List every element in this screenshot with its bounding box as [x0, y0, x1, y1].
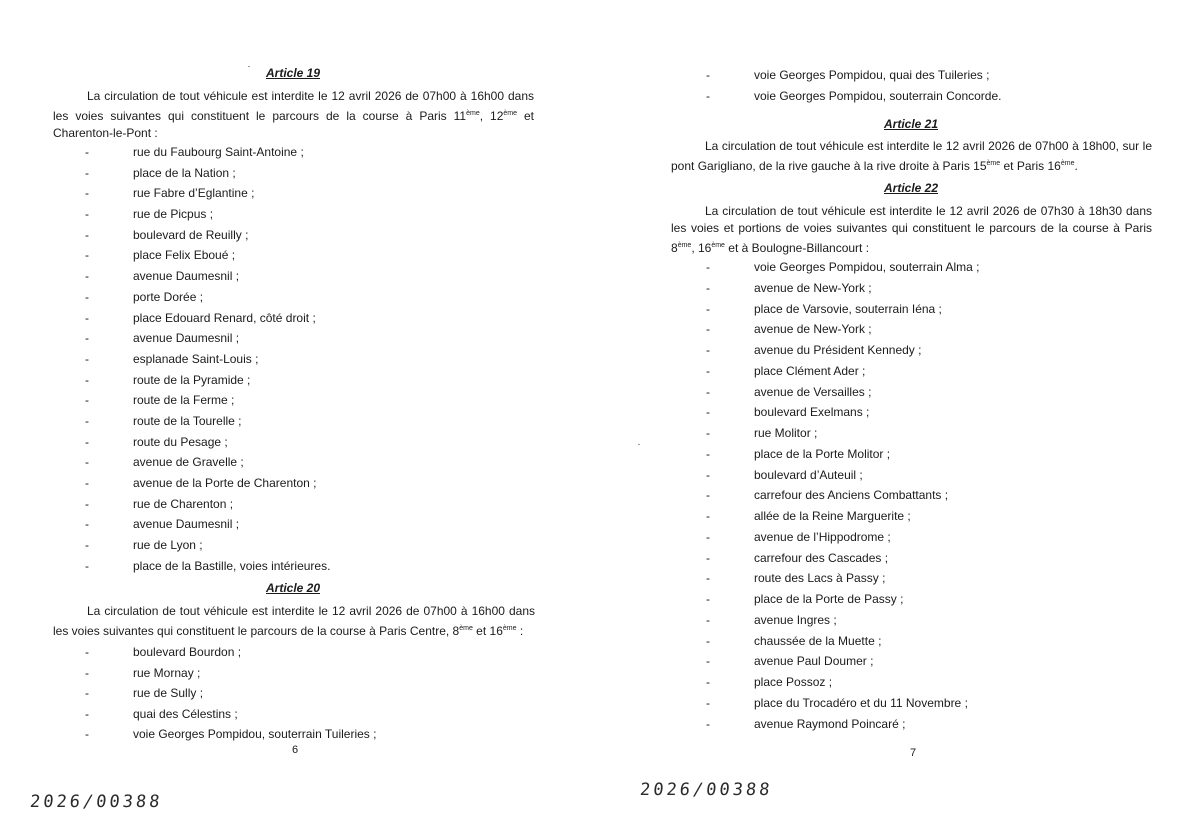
street-name: rue Fabre d’Eglantine ;: [133, 186, 255, 201]
street-name: avenue Paul Doumer ;: [754, 654, 874, 669]
street-name: voie Georges Pompidou, souterrain Alma ;: [754, 260, 980, 274]
list-item: [706, 322, 979, 343]
list-dash: -: [706, 675, 710, 689]
list-item: [85, 435, 330, 456]
street-name: quai des Célestins ;: [133, 706, 238, 721]
list-dash: -: [85, 686, 89, 700]
street-name: avenue Daumesnil ;: [133, 517, 240, 532]
list-item: [85, 414, 330, 435]
list-dash: -: [706, 280, 710, 295]
article-20-heading: Article 20: [265, 581, 321, 595]
list-dash: -: [85, 434, 89, 449]
street-name: avenue de New-York ;: [754, 322, 872, 337]
superscript: ème: [677, 242, 692, 249]
list-dash: -: [85, 186, 89, 201]
street-name: boulevard Bourdon ;: [133, 645, 242, 659]
street-name: rue du Faubourg Saint-Antoine ;: [133, 145, 304, 159]
article-19-text: La circulation de tout véhicule est interdite le 12 avril 2026 de 07h00 à 16h00 dans les voies suivantes qui constituent le parcours de la course à Paris 11: [53, 89, 534, 123]
street-name: place de Varsovie, souterrain Iéna ;: [754, 301, 942, 316]
list-dash: -: [85, 289, 89, 304]
article-22-heading: Article 22: [883, 181, 939, 195]
street-name: boulevard Exelmans ;: [754, 405, 870, 420]
street-name: avenue de l’Hippodrome ;: [754, 529, 891, 544]
list-item: [85, 455, 330, 476]
street-name: place Clément Ader ;: [754, 363, 866, 378]
list-dash: -: [706, 695, 710, 710]
superscript: ème: [986, 160, 1001, 167]
list-dash: -: [85, 331, 89, 346]
continued-street-list: [706, 68, 1001, 109]
street-name: carrefour des Anciens Combattants ;: [754, 488, 949, 503]
page-number: 6: [292, 744, 299, 756]
list-dash: -: [706, 343, 710, 357]
list-dash: -: [706, 68, 710, 82]
list-dash: -: [706, 716, 710, 731]
list-item: [706, 447, 979, 468]
article-19-heading: Article 19: [265, 66, 321, 80]
article-19-text: et Charenton-le-Pont :: [53, 109, 535, 140]
street-name: rue de Lyon ;: [133, 538, 203, 553]
list-dash: -: [85, 517, 89, 532]
list-item: [706, 468, 979, 489]
street-name: avenue du Président Kennedy ;: [754, 343, 922, 357]
street-name: route du Pesage ;: [133, 434, 228, 449]
street-name: voie Georges Pompidou, quai des Tuileries ;: [754, 68, 990, 82]
superscript: ème: [502, 625, 517, 632]
street-name: route de la Tourelle ;: [133, 413, 242, 428]
list-item: [85, 727, 376, 748]
list-item: [706, 509, 979, 530]
list-dash: -: [706, 509, 710, 523]
street-name: avenue Raymond Poincaré ;: [754, 716, 906, 731]
list-dash: -: [706, 426, 710, 440]
list-item: [706, 364, 979, 385]
list-item: [85, 290, 330, 311]
list-dash: -: [85, 727, 89, 741]
article-19-street-list: [85, 145, 330, 579]
list-dash: -: [85, 372, 89, 387]
right-page: [600, 0, 1200, 822]
street-name: avenue de New-York ;: [754, 280, 872, 295]
list-dash: -: [85, 351, 89, 366]
list-item: [706, 343, 979, 364]
street-name: avenue Ingres ;: [754, 612, 837, 627]
list-item: [706, 405, 979, 426]
list-item: [706, 68, 1001, 89]
article-21-text: .: [1074, 159, 1078, 173]
list-dash: -: [706, 488, 710, 503]
list-item: [85, 538, 330, 559]
list-dash: -: [706, 446, 710, 461]
list-item: [706, 634, 979, 655]
list-item: [85, 497, 330, 518]
list-dash: -: [706, 633, 710, 648]
list-item: [706, 89, 1001, 110]
list-dash: -: [85, 207, 89, 222]
street-name: porte Dorée ;: [133, 289, 204, 304]
article-22-paragraph: [671, 203, 1152, 257]
list-dash: -: [85, 538, 89, 553]
list-dash: -: [85, 145, 89, 159]
list-item: [706, 530, 979, 551]
street-name: rue de Picpus ;: [133, 207, 214, 222]
street-name: place du Trocadéro et du 11 Novembre ;: [754, 695, 968, 710]
list-item: [706, 613, 979, 634]
list-item: [706, 675, 979, 696]
article-19-text: , 12: [479, 109, 504, 123]
list-dash: -: [706, 363, 710, 378]
registration-stamp: 2026/00388: [638, 780, 774, 800]
list-dash: -: [85, 248, 89, 263]
list-item: [85, 666, 376, 687]
article-19-paragraph: [53, 88, 534, 142]
list-item: [85, 686, 376, 707]
street-name: allée de la Reine Marguerite ;: [754, 509, 911, 523]
list-dash: -: [706, 260, 710, 274]
list-dash: -: [85, 645, 89, 659]
list-item: [85, 228, 330, 249]
street-name: avenue Daumesnil ;: [133, 331, 240, 346]
list-item: [85, 352, 330, 373]
street-name: carrefour des Cascades ;: [754, 550, 889, 565]
street-name: place de la Porte de Passy ;: [754, 592, 904, 606]
article-20-text: :: [516, 624, 524, 638]
list-item: [85, 269, 330, 290]
list-dash: -: [706, 612, 710, 627]
list-item: [85, 248, 330, 269]
article-21-text: et Paris 16: [1000, 159, 1061, 173]
list-item: [706, 592, 979, 613]
list-dash: -: [85, 269, 89, 284]
list-dash: -: [85, 165, 89, 180]
article-22-street-list: [706, 260, 979, 737]
list-dash: -: [706, 467, 710, 482]
street-name: boulevard de Reuilly ;: [133, 227, 249, 242]
article-21-heading: Article 21: [883, 117, 939, 131]
list-item: [85, 476, 330, 497]
article-20-text: et 16: [472, 624, 503, 638]
list-item: [85, 645, 376, 666]
list-item: [706, 654, 979, 675]
list-dash: -: [706, 88, 710, 103]
street-name: route des Lacs à Passy ;: [754, 571, 886, 586]
street-name: rue de Sully ;: [133, 686, 204, 700]
article-20-paragraph: [53, 603, 535, 640]
street-name: route de la Ferme ;: [133, 393, 235, 408]
list-item: [706, 302, 979, 323]
list-item: [706, 571, 979, 592]
street-name: avenue Daumesnil ;: [133, 269, 240, 284]
list-item: [85, 373, 330, 394]
list-item: [706, 281, 979, 302]
list-item: [85, 517, 330, 538]
street-name: chaussée de la Muette ;: [754, 633, 882, 648]
list-dash: -: [85, 413, 89, 428]
list-dash: -: [706, 405, 710, 420]
list-item: [706, 385, 979, 406]
street-name: avenue de Versailles ;: [754, 384, 872, 399]
article-21-text: La circulation de tout véhicule est interdite le 12 avril 2026 de 07h00 à 18h00, sur le pont Garigliano, de la rive gauche à la rive droite à Paris 15: [671, 139, 1152, 173]
street-name: rue Molitor ;: [754, 426, 818, 440]
article-20-street-list: [85, 645, 376, 748]
street-name: rue Mornay ;: [133, 665, 201, 680]
street-name: place de la Bastille, voies intérieures.: [133, 558, 331, 573]
superscript: ème: [503, 110, 518, 117]
list-item: [706, 551, 979, 572]
list-item: [85, 331, 330, 352]
list-item: [85, 559, 330, 580]
street-name: avenue de la Porte de Charenton ;: [133, 476, 317, 490]
list-item: [85, 166, 330, 187]
article-22-text: La circulation de tout véhicule est interdite le 12 avril 2026 de 07h30 à 18h30 dans les voies et portions de voies suivantes qui constituent le parcours de la course à Paris 8: [671, 204, 1152, 255]
list-item: [706, 426, 979, 447]
article-22-text: , 16: [691, 241, 712, 255]
article-20-text: La circulation de tout véhicule est interdite le 12 avril 2026 de 07h00 à 16h00 dans les voies suivantes qui constituent le parcours de la course à Paris Centre, 8: [53, 604, 535, 638]
list-dash: -: [706, 592, 710, 606]
superscript: ème: [711, 242, 725, 249]
list-item: [706, 717, 979, 738]
list-dash: -: [706, 301, 710, 316]
list-dash: -: [85, 227, 89, 242]
list-item: [85, 311, 330, 332]
street-name: place Edouard Renard, côté droit ;: [133, 310, 316, 325]
street-name: place Possoz ;: [754, 675, 833, 689]
list-dash: -: [706, 571, 710, 586]
list-dash: -: [85, 393, 89, 408]
list-dash: -: [85, 706, 89, 721]
page-number: 7: [910, 747, 917, 759]
list-item: [706, 260, 979, 281]
article-21-paragraph: [671, 138, 1152, 175]
list-dash: -: [85, 310, 89, 325]
list-dash: -: [85, 496, 89, 511]
list-item: [85, 207, 330, 228]
street-name: voie Georges Pompidou, souterrain Tuileries ;: [133, 727, 377, 741]
street-name: place Felix Eboué ;: [133, 248, 236, 263]
list-dash: -: [706, 654, 710, 669]
street-name: rue de Charenton ;: [133, 496, 234, 511]
superscript: ème: [1060, 160, 1075, 167]
street-name: esplanade Saint-Louis ;: [133, 351, 259, 366]
list-dash: -: [706, 322, 710, 337]
list-item: [706, 488, 979, 509]
street-name: place de la Porte Molitor ;: [754, 446, 891, 461]
list-dash: -: [85, 558, 89, 573]
street-name: avenue de Gravelle ;: [133, 455, 244, 470]
list-dash: -: [706, 529, 710, 544]
scan-speck: [638, 444, 640, 445]
street-name: place de la Nation ;: [133, 165, 236, 180]
list-item: [85, 393, 330, 414]
list-dash: -: [706, 384, 710, 399]
list-dash: -: [85, 665, 89, 680]
registration-stamp: 2026/00388: [28, 792, 164, 812]
list-dash: -: [85, 476, 89, 490]
list-item: [706, 696, 979, 717]
list-item: [85, 186, 330, 207]
street-name: route de la Pyramide ;: [133, 372, 251, 387]
superscript: ème: [466, 110, 480, 117]
street-name: voie Georges Pompidou, souterrain Concorde.: [754, 88, 1002, 103]
superscript: ème: [459, 625, 473, 632]
list-item: [85, 145, 330, 166]
list-dash: -: [706, 550, 710, 565]
list-item: [85, 707, 376, 728]
article-22-text: et à Boulogne-Billancourt :: [724, 241, 870, 255]
street-name: boulevard d’Auteuil ;: [754, 467, 863, 482]
list-dash: -: [85, 455, 89, 470]
